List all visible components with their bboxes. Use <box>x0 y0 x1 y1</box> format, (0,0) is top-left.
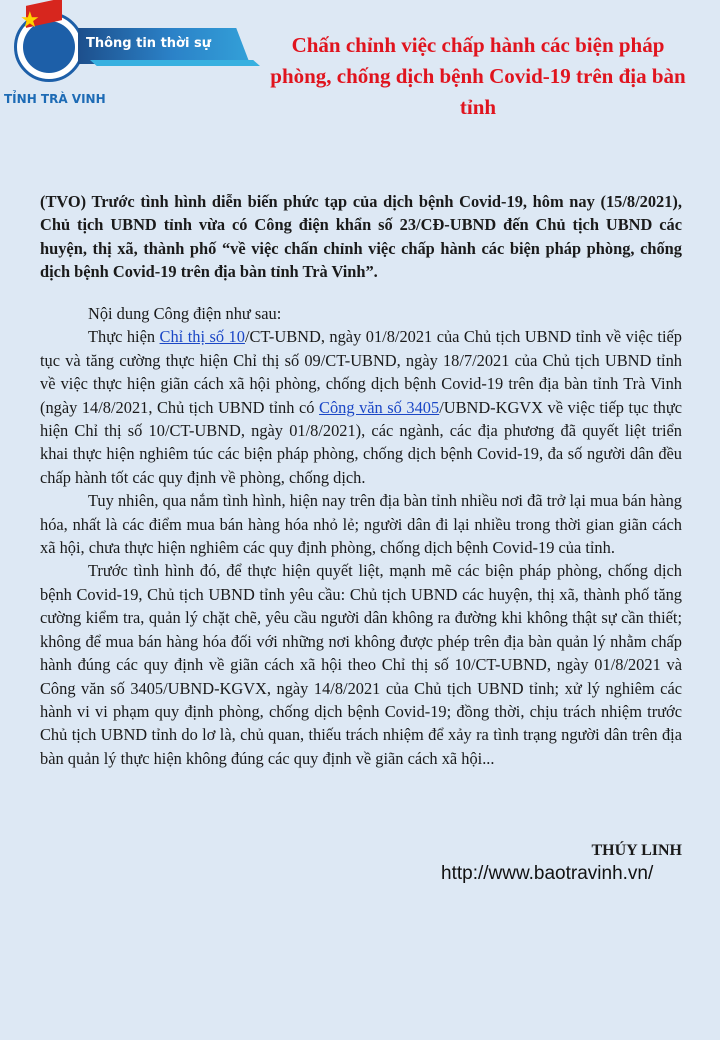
article-title: Chấn chỉnh việc chấp hành các biện pháp phòng, chống dịch bệnh Covid-19 trên địa bàn tỉnh <box>270 33 686 119</box>
section-badge: Thông tin thời sự <box>86 36 211 51</box>
paragraph-text: Thực hiện <box>88 327 160 347</box>
official-letter-3405-link[interactable]: Công văn số 3405 <box>319 397 440 417</box>
directive-10-link[interactable]: Chỉ thị số 10 <box>159 327 245 347</box>
paragraph-text: /UBND-KGVX về việc tiếp tục thực hiện Chỉ thị số 10/CT-UBND, ngày 01/8/2021), các ngành, các địa phương đã quyết liệt triển khai thực hiện nghiêm túc các biện pháp phòng, chống dịch bệnh Covid-19, đa số người dân đều chấp hành tốt các quy định về phòng, chống dịch. <box>40 397 682 487</box>
author-name: THÚY LINH <box>591 842 682 859</box>
article-lead: (TVO) Trước tình hình diễn biến phức tạp của dịch bệnh Covid-19, hôm nay (15/8/2021), Chủ tịch UBND tỉnh vừa có Công điện khẩn số 23/CĐ-UBND đến Chủ tịch UBND các huyện, thị xã, thành phố “về việc chấn chỉnh việc chấp hành các biện pháp phòng, chống dịch bệnh Covid-19 trên địa bàn tỉnh Trà Vinh”. <box>40 192 682 282</box>
paragraph-situation: Tuy nhiên, qua nắm tình hình, hiện nay trên địa bàn tỉnh nhiều nơi đã trở lại mua bán hàng hóa, nhất là các điểm mua bán hàng hóa nhỏ lẻ; người dân đi lại nhiều trong thời gian giãn cách xã hội, chưa thực hiện nghiêm các quy định phòng, chống dịch bệnh Covid-19 của tỉnh. <box>40 491 682 558</box>
ribbon-accent <box>90 60 260 66</box>
article-body <box>40 302 682 770</box>
paragraph-requirements: Trước tình hình đó, để thực hiện quyết liệt, mạnh mẽ các biện pháp phòng, chống dịch bệnh Covid-19, Chủ tịch UBND tỉnh yêu cầu: Chủ tịch UBND các huyện, thị xã, thành phố tăng cường kiểm tra, quản lý chặt chẽ, yêu cầu người dân không ra đường khi không thật sự cần thiết; không để mua bán hàng hóa đối với những nơi không được phép trên địa bàn quản lý nhằm chấp hành đúng các quy định về giãn cách xã hội theo Chỉ thị số 10/CT-UBND, ngày 01/8/2021 và Công văn số 3405/UBND-KGVX, ngày 14/8/2021 của Chủ tịch UBND tỉnh; xử lý nghiêm các hành vi vi phạm quy định phòng, chống dịch bệnh Covid-19; đồng thời, chịu trách nhiệm trước Chủ tịch UBND tỉnh do lơ là, chủ quan, thiếu trách nhiệm để xảy ra tình trạng người dân trên địa bàn quản lý thực hiện không đúng các quy định về giãn cách xã hội... <box>40 561 682 768</box>
paragraph-directive <box>40 325 682 489</box>
paragraph-text: /CT-UBND, ngày 01/8/2021 của Chủ tịch UBND tỉnh về việc tiếp tục và tăng cường thực hiện Chỉ thị số 09/CT-UBND, ngày 18/7/2021 của Chủ tịch UBND tỉnh về việc thực hiện giãn cách xã hội phòng, chống dịch bệnh Covid-19 trên địa bàn tỉnh Trà Vinh (ngày 14/8/2021, Chủ tịch UBND tỉnh có <box>40 327 682 417</box>
star-icon: ★ <box>20 8 40 33</box>
source-url: http://www.baotravinh.vn/ <box>441 863 654 884</box>
province-label: TỈNH TRÀ VINH <box>4 92 106 106</box>
paragraph-intro: Nội dung Công điện như sau: <box>88 304 282 323</box>
header <box>0 0 720 130</box>
